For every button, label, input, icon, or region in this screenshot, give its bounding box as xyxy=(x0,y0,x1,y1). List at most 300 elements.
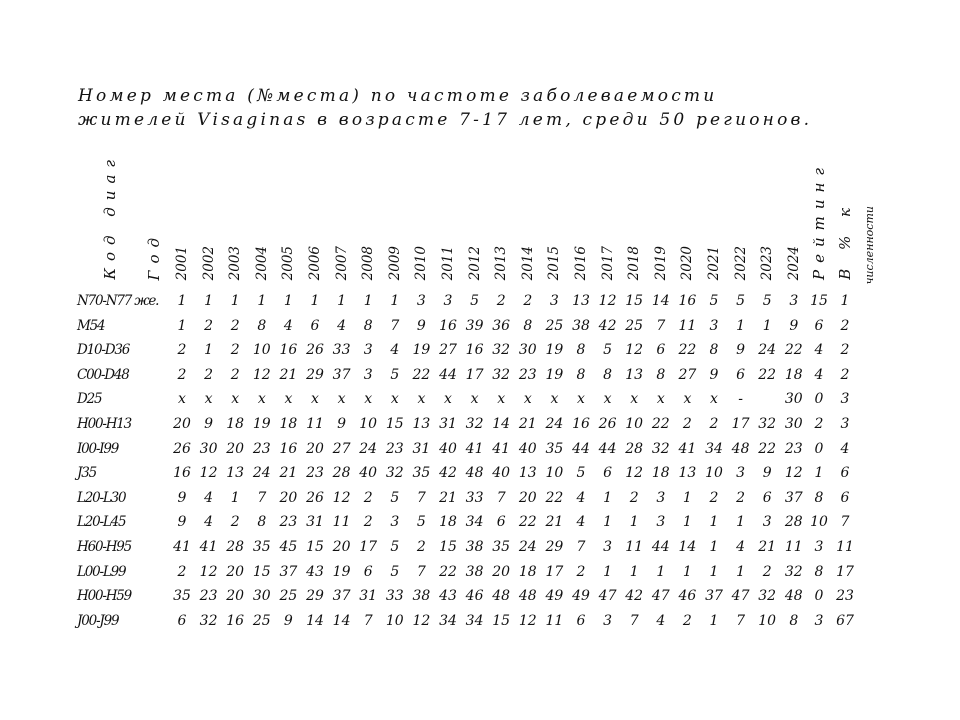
table-cell: 3 xyxy=(443,293,453,309)
table-cell: 18 xyxy=(439,514,457,531)
percent-cell: 11 xyxy=(836,539,854,555)
table-cell: x xyxy=(204,391,213,408)
table-cell: 7 xyxy=(496,489,506,506)
table-cell: 38 xyxy=(412,588,431,605)
table-cell: 2 xyxy=(523,293,533,309)
table-cell: 24 xyxy=(518,539,537,555)
table-cell: 3 xyxy=(656,514,666,531)
header-year-5: 2006 xyxy=(307,245,323,280)
header-year-1: 2002 xyxy=(200,245,217,280)
table-cell: 7 xyxy=(656,317,666,334)
table-cell: 45 xyxy=(279,539,298,555)
row-code: H60-H95 xyxy=(77,539,132,555)
table-cell: 34 xyxy=(705,440,723,457)
table-cell: 21 xyxy=(439,489,457,506)
table-cell: 4 xyxy=(283,317,293,334)
table-cell: 17 xyxy=(465,366,484,383)
header-year-7: 2008 xyxy=(360,245,377,280)
header-year-3: 2004 xyxy=(253,245,270,280)
table-cell: 12 xyxy=(412,612,431,629)
table-cell: 48 xyxy=(492,588,511,605)
table-cell: 15 xyxy=(385,416,404,432)
table-cell: 32 xyxy=(492,342,511,359)
table-cell: 4 xyxy=(576,489,586,506)
table-cell: 16 xyxy=(678,293,697,309)
header-year-12: 2013 xyxy=(493,245,510,280)
table-cell: x xyxy=(577,391,585,408)
header-year-11: 2012 xyxy=(466,245,483,280)
table-cell: 12 xyxy=(199,465,218,482)
table-cell: 33 xyxy=(465,489,484,506)
table-cell: 15 xyxy=(439,539,457,555)
table-cell: 1 xyxy=(230,293,240,309)
table-cell: 14 xyxy=(332,612,351,629)
table-cell: 34 xyxy=(439,612,457,629)
table-cell: 31 xyxy=(359,588,378,605)
table-cell: 27 xyxy=(439,342,457,359)
table-cell: 44 xyxy=(572,440,590,457)
table-cell: 8 xyxy=(656,366,666,383)
table-cell: 3 xyxy=(390,514,400,531)
table-cell: 2 xyxy=(230,366,240,383)
table-cell: 2 xyxy=(177,342,187,359)
table-cell: 20 xyxy=(332,539,351,555)
table-cell: 23 xyxy=(252,440,271,457)
table-cell: 30 xyxy=(784,416,803,432)
table-cell: 22 xyxy=(758,366,777,383)
table-cell: 37 xyxy=(332,588,351,605)
table-cell: 3 xyxy=(789,293,799,309)
percent-cell: 7 xyxy=(840,514,850,531)
table-cell: 48 xyxy=(784,588,803,605)
table-cell: 22 xyxy=(678,342,697,359)
table-cell: 6 xyxy=(496,514,506,531)
table-cell: 13 xyxy=(678,465,697,482)
table-cell: 25 xyxy=(252,612,271,629)
table-cell: 41 xyxy=(173,539,191,555)
table-cell: 16 xyxy=(173,465,191,482)
table-cell: 5 xyxy=(576,465,586,482)
table-cell: 1 xyxy=(736,563,746,580)
table-cell: 44 xyxy=(439,366,457,383)
table-cell: 3 xyxy=(709,317,719,334)
table-cell: 38 xyxy=(465,563,484,580)
table-cell: 9 xyxy=(283,612,293,629)
table-cell: 47 xyxy=(651,588,670,605)
table-cell: 1 xyxy=(390,293,400,309)
table-cell: 39 xyxy=(465,317,484,334)
table-cell: 2 xyxy=(682,416,692,432)
percent-cell: 1 xyxy=(840,293,850,309)
table-cell: 11 xyxy=(306,416,324,432)
table-cell: 32 xyxy=(758,588,777,605)
table-cell: 2 xyxy=(576,563,586,580)
table-cell: 3 xyxy=(603,612,613,629)
table-cell: 27 xyxy=(332,440,351,457)
rating-cell: 1 xyxy=(814,465,824,482)
table-cell: 1 xyxy=(629,563,639,580)
table-cell: 1 xyxy=(177,317,187,334)
header-year-17: 2018 xyxy=(626,245,643,280)
table-cell: 1 xyxy=(204,293,214,309)
table-cell: 1 xyxy=(337,293,347,309)
table-cell: 7 xyxy=(416,563,426,580)
header-year-4: 2005 xyxy=(280,245,297,280)
table-cell: 48 xyxy=(465,465,484,482)
percent-cell: 23 xyxy=(836,588,854,605)
header-year-19: 2020 xyxy=(679,245,696,280)
table-cell: 42 xyxy=(439,465,457,482)
table-cell: 37 xyxy=(784,489,803,506)
table-cell: 43 xyxy=(439,588,457,605)
table-cell: 43 xyxy=(306,563,324,580)
table-cell: 2 xyxy=(496,293,506,309)
table-cell: 1 xyxy=(257,293,267,309)
table-cell: 37 xyxy=(705,588,723,605)
table-cell: 47 xyxy=(598,588,617,605)
row-code: H00-H59 xyxy=(77,588,132,605)
table-cell: 1 xyxy=(603,514,613,531)
table-cell: 28 xyxy=(226,539,245,555)
table-cell: 30 xyxy=(252,588,271,605)
table-cell: 9 xyxy=(177,489,187,506)
table-cell: 44 xyxy=(598,440,617,457)
table-cell: 20 xyxy=(492,563,511,580)
header-year-8: 2009 xyxy=(386,245,403,280)
table-cell: 18 xyxy=(279,416,298,432)
table-cell: 5 xyxy=(709,293,719,309)
table-cell: 7 xyxy=(363,612,373,629)
table-cell: 2 xyxy=(204,317,214,334)
table-cell: 35 xyxy=(412,465,431,482)
table-cell: 32 xyxy=(465,416,484,432)
table-cell: 11 xyxy=(625,539,644,555)
table-cell: 4 xyxy=(390,342,400,359)
table-cell: 18 xyxy=(518,563,537,580)
table-cell: 44 xyxy=(651,539,670,555)
table-cell: 24 xyxy=(545,416,564,432)
table-cell: 9 xyxy=(789,317,799,334)
table-cell: 2 xyxy=(762,563,772,580)
table-cell: 28 xyxy=(625,440,644,457)
table-cell: 16 xyxy=(279,440,298,457)
row-code: L20-L30 xyxy=(77,489,126,506)
table-cell: x xyxy=(470,391,479,408)
table-cell: 5 xyxy=(390,366,400,383)
table-cell: 22 xyxy=(651,416,670,432)
header-year-2: 2003 xyxy=(227,245,244,280)
table-cell: 2 xyxy=(416,539,426,555)
table-cell: 7 xyxy=(390,317,400,334)
table-cell: 3 xyxy=(736,465,746,482)
table-cell: 16 xyxy=(465,342,484,359)
table-cell: 33 xyxy=(332,342,351,359)
header-year-13: 2014 xyxy=(519,245,536,280)
table-cell: 6 xyxy=(603,465,613,482)
table-cell: 11 xyxy=(545,612,564,629)
table-cell: 26 xyxy=(306,342,324,359)
table-cell: 5 xyxy=(470,293,480,309)
percent-cell: 2 xyxy=(840,317,850,334)
table-cell: 19 xyxy=(545,342,564,359)
table-cell: 4 xyxy=(736,539,746,555)
table-cell: 3 xyxy=(762,514,772,531)
table-cell: 13 xyxy=(572,293,590,309)
table-cell: 17 xyxy=(545,563,564,580)
table-cell: 41 xyxy=(199,539,218,555)
table-cell: 8 xyxy=(789,612,799,629)
table-cell: 14 xyxy=(306,612,324,629)
table-cell: 5 xyxy=(390,539,400,555)
table-cell: 26 xyxy=(598,416,617,432)
header-year-23: 2024 xyxy=(785,245,802,280)
header-year-21: 2022 xyxy=(732,245,749,280)
table-cell: 16 xyxy=(226,612,245,629)
table-cell: 42 xyxy=(598,317,617,334)
table-cell: 35 xyxy=(252,539,271,555)
table-cell: 47 xyxy=(731,588,750,605)
table-cell: 1 xyxy=(709,612,719,629)
table-cell: x xyxy=(337,391,346,408)
table-cell: x xyxy=(284,391,293,408)
table-cell: 32 xyxy=(385,465,404,482)
table-cell: 10 xyxy=(625,416,644,432)
table-cell: 1 xyxy=(682,489,692,506)
table-cell: 18 xyxy=(784,366,803,383)
percent-cell: 2 xyxy=(840,342,850,359)
table-cell: x xyxy=(364,391,373,408)
rating-cell: 3 xyxy=(814,539,824,555)
table-cell: 6 xyxy=(363,563,373,580)
rating-cell: 4 xyxy=(814,366,824,383)
table-cell: 11 xyxy=(678,317,697,334)
table-cell: 16 xyxy=(279,342,298,359)
table-cell: 8 xyxy=(257,514,267,531)
table-cell: x xyxy=(311,391,319,408)
header-year-22: 2023 xyxy=(759,245,776,280)
table-cell: 13 xyxy=(625,366,644,383)
table-cell: 21 xyxy=(518,416,537,432)
table-cell: 3 xyxy=(416,293,426,309)
table-cell: 27 xyxy=(678,366,697,383)
title-line-1: Номер места (№места) по частоте заболеваемости xyxy=(78,86,718,106)
table-cell: 9 xyxy=(762,465,772,482)
table-cell: 23 xyxy=(306,465,324,482)
table-cell: 5 xyxy=(603,342,613,359)
table-cell: 32 xyxy=(784,563,803,580)
table-cell: 4 xyxy=(337,317,347,334)
table-cell: 1 xyxy=(736,317,746,334)
table-cell: 38 xyxy=(572,317,590,334)
header-year-9: 2010 xyxy=(413,245,430,280)
header-percent: В % к xyxy=(836,201,854,280)
row-code: M54 xyxy=(77,317,105,334)
table-cell: 22 xyxy=(439,563,457,580)
table-cell: 2 xyxy=(230,317,240,334)
table-cell: 31 xyxy=(306,514,324,531)
header-code: Код диаг xyxy=(101,153,119,280)
table-cell: 1 xyxy=(310,293,320,309)
table-cell: 41 xyxy=(465,440,484,457)
table-cell: 6 xyxy=(576,612,586,629)
rating-cell: 0 xyxy=(814,440,824,457)
table-cell: 9 xyxy=(177,514,187,531)
table-cell: 12 xyxy=(199,563,218,580)
table-cell: 2 xyxy=(363,489,373,506)
table-cell: 4 xyxy=(656,612,666,629)
table-cell: x xyxy=(523,391,532,408)
header-year-6: 2007 xyxy=(333,245,350,280)
table-cell: 13 xyxy=(518,465,537,482)
table-cell: 26 xyxy=(306,489,324,506)
table-cell: 15 xyxy=(306,539,324,555)
row-code: J00-J99 xyxy=(77,612,119,629)
row-code: L20-L45 xyxy=(77,514,126,531)
percent-cell: 2 xyxy=(840,366,850,383)
table-cell: 3 xyxy=(363,342,373,359)
rating-cell: 4 xyxy=(814,342,824,359)
table-cell: 40 xyxy=(518,440,537,457)
table-cell: 8 xyxy=(257,317,267,334)
table-cell: 5 xyxy=(736,293,746,309)
table-cell: 12 xyxy=(784,465,803,482)
table-cell: 4 xyxy=(576,514,586,531)
table-cell: 22 xyxy=(758,440,777,457)
table-cell: 23 xyxy=(784,440,803,457)
table-cell: 20 xyxy=(279,489,298,506)
table-cell: 12 xyxy=(332,489,351,506)
table-cell: 17 xyxy=(359,539,378,555)
table-cell: 32 xyxy=(492,366,511,383)
table-cell: 20 xyxy=(173,416,191,432)
percent-cell: 3 xyxy=(840,391,850,408)
table-cell: 30 xyxy=(199,440,218,457)
table-cell: 40 xyxy=(359,465,378,482)
rating-cell: 8 xyxy=(814,489,824,506)
table-cell: 6 xyxy=(177,612,187,629)
table-cell: 8 xyxy=(523,317,533,334)
percent-cell: 6 xyxy=(840,489,850,506)
table-cell: 20 xyxy=(226,563,245,580)
table-cell: 11 xyxy=(784,539,803,555)
page-title xyxy=(78,84,812,132)
table-cell: 7 xyxy=(257,489,267,506)
table-cell: 25 xyxy=(545,317,564,334)
table-cell: 17 xyxy=(731,416,750,432)
table-cell: 2 xyxy=(230,342,240,359)
table-cell: 23 xyxy=(279,514,298,531)
table-cell: 2 xyxy=(177,563,187,580)
table-cell: 37 xyxy=(279,563,298,580)
percent-cell: 67 xyxy=(836,612,854,629)
row-code: I00-I99 xyxy=(77,440,119,457)
table-cell: x xyxy=(683,391,692,408)
rating-cell: 3 xyxy=(814,612,824,629)
table-cell: 14 xyxy=(678,539,697,555)
table-cell: 8 xyxy=(363,317,373,334)
table-cell: 32 xyxy=(199,612,218,629)
table-cell: 15 xyxy=(492,612,511,629)
table-cell: 1 xyxy=(230,489,240,506)
table-cell: 12 xyxy=(625,342,644,359)
row-code: L00-L99 xyxy=(77,563,126,580)
table-cell: 29 xyxy=(306,366,324,383)
rating-cell: 0 xyxy=(814,588,824,605)
table-cell: 2 xyxy=(709,416,719,432)
table-cell: 1 xyxy=(762,317,772,334)
row-code: J35 xyxy=(77,465,96,482)
table-cell: 1 xyxy=(629,514,639,531)
table-cell: 46 xyxy=(465,588,484,605)
rating-cell: 8 xyxy=(814,563,824,580)
table-cell: 15 xyxy=(625,293,644,309)
row-code: N70-N77 же. xyxy=(77,293,159,309)
table-cell: 11 xyxy=(332,514,351,531)
table-cell: 10 xyxy=(545,465,564,482)
table-cell: 12 xyxy=(518,612,537,629)
table-cell: 18 xyxy=(226,416,245,432)
row-code: C00-D48 xyxy=(77,366,129,383)
table-cell: 35 xyxy=(545,440,564,457)
table-cell: 13 xyxy=(226,465,245,482)
table-cell: 31 xyxy=(412,440,431,457)
table-cell: 5 xyxy=(390,489,400,506)
table-cell: 19 xyxy=(332,563,351,580)
table-cell: 35 xyxy=(492,539,511,555)
table-cell: 3 xyxy=(603,539,613,555)
table-cell: x xyxy=(444,391,452,408)
table-cell: 1 xyxy=(177,293,187,309)
percent-cell: 17 xyxy=(836,563,854,580)
table-cell: 10 xyxy=(758,612,777,629)
table-cell: 10 xyxy=(252,342,271,359)
table-cell: 7 xyxy=(736,612,746,629)
table-cell: 2 xyxy=(204,366,214,383)
table-cell: 1 xyxy=(736,514,746,531)
table-cell: x xyxy=(257,391,266,408)
table-cell: 20 xyxy=(226,440,245,457)
table-cell: 22 xyxy=(545,489,564,506)
header-year-0: 2001 xyxy=(174,245,190,280)
table-cell: 9 xyxy=(709,366,719,383)
table-cell: 28 xyxy=(332,465,351,482)
table-cell: 16 xyxy=(439,317,457,334)
table-cell: 10 xyxy=(705,465,723,482)
rating-cell: 6 xyxy=(814,317,824,334)
percent-cell: 3 xyxy=(840,416,850,432)
table-cell: 25 xyxy=(279,588,298,605)
table-cell: 30 xyxy=(518,342,537,359)
table-cell: 20 xyxy=(518,489,537,506)
table-cell: 2 xyxy=(736,489,746,506)
table-cell: 2 xyxy=(230,514,240,531)
table-cell: 48 xyxy=(731,440,750,457)
table-cell: 1 xyxy=(283,293,293,309)
table-cell: 5 xyxy=(416,514,426,531)
table-cell: 14 xyxy=(651,293,670,309)
table-cell: 20 xyxy=(226,588,245,605)
table-cell: 15 xyxy=(252,563,271,580)
table-cell: 3 xyxy=(656,489,666,506)
table-cell: x xyxy=(656,391,665,408)
table-cell: x xyxy=(178,391,186,408)
table-cell: 31 xyxy=(439,416,457,432)
table-cell: x xyxy=(630,391,639,408)
table-cell: 10 xyxy=(359,416,378,432)
table-cell: 24 xyxy=(758,342,777,359)
table-cell: 23 xyxy=(385,440,404,457)
table-cell: 6 xyxy=(310,317,320,334)
